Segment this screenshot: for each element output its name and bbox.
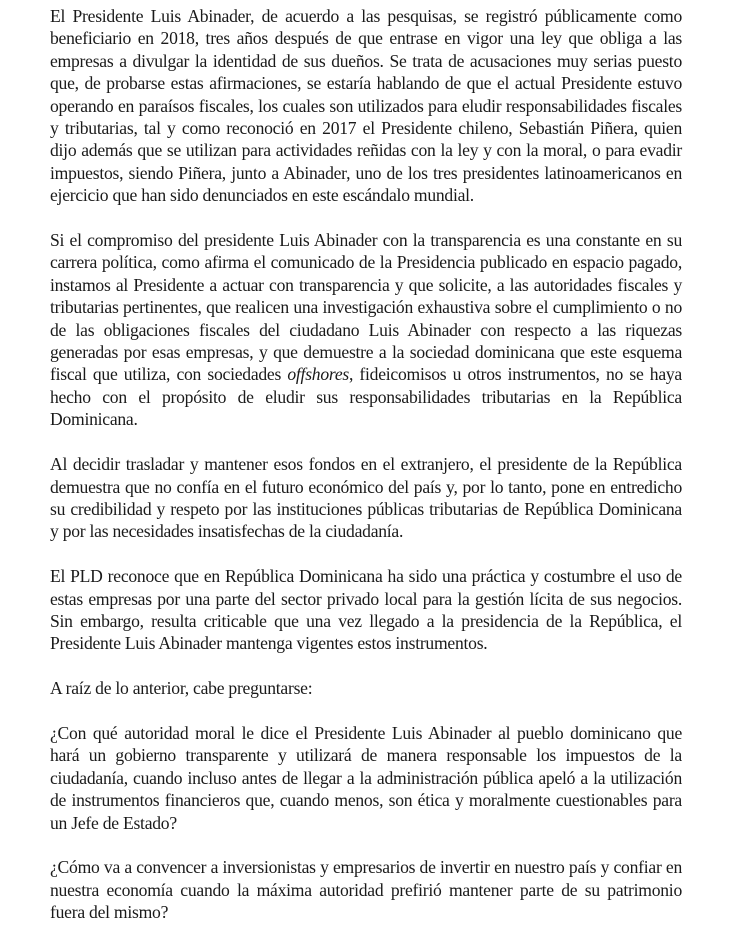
- paragraph-5: [50, 677, 682, 699]
- paragraph-2-italic-term: offshores: [287, 364, 349, 385]
- document-page: [50, 5, 682, 946]
- paragraph-2-text-b: , fideicomisos u otros instrumentos, no se haya hecho con el propósito de eludir sus responsabilidades tributarias en la República Dominicana.: [50, 364, 682, 430]
- paragraph-2: [50, 229, 682, 431]
- paragraph-1-text: El Presidente Luis Abinader, de acuerdo a las pesquisas, se registró públicamente como beneficiario en 2018, tres años después de que entrase en vigor una ley que obliga a las empresas a divulgar la identidad de sus dueños. Se trata de acusaciones muy serias puesto que, de probarse estas afirmaciones, se estaría hablando de que el actual Presidente estuvo operando en paraísos fiscales, los cuales son utilizados para eludir responsabilidades fiscales y tributarias, tal y como reconoció en 2017 el Presidente chileno, Sebastián Piñera, quien dijo además que se utilizan para actividades reñidas con la ley y con la moral, o para evadir impuestos, siendo Piñera, junto a Abinader, uno de los tres presidentes latinoamericanos en ejercicio que han sido denunciados en este escándalo mundial.: [50, 6, 682, 206]
- paragraph-4-text: El PLD reconoce que en República Dominicana ha sido una práctica y costumbre el uso de estas empresas por una parte del sector privado local para la gestión lícita de sus negocios. Sin embargo, resulta criticable que una vez llegado a la presidencia de la República, el Presidente Luis Abinader mantenga vigentes estos instrumentos.: [50, 566, 682, 654]
- paragraph-2-text-a: Si el compromiso del presidente Luis Abinader con la transparencia es una constante en su carrera política, como afirma el comunicado de la Presidencia publicado en espacio pagado, instamos al Presidente a actuar con transparencia y que solicite, a las autoridades fiscales y tributarias pertinentes, que realicen una investigación exhaustiva sobre el cumplimiento o no de las obligaciones fiscales del ciudadano Luis Abinader con respecto a las riquezas generadas por esas empresas, y que demuestre a la sociedad dominicana que este esquema fiscal que utiliza, con sociedades: [50, 230, 682, 385]
- paragraph-3: [50, 453, 682, 543]
- paragraph-6-question: [50, 722, 682, 834]
- paragraph-4: [50, 565, 682, 655]
- paragraph-3-text: Al decidir trasladar y mantener esos fondos en el extranjero, el presidente de la República demuestra que no confía en el futuro económico del país y, por lo tanto, pone en entredicho su credibilidad y respeto por las instituciones públicas tributarias de República Dominicana y por las necesidades insatisfechas de la ciudadanía.: [50, 454, 682, 542]
- paragraph-6-text: ¿Con qué autoridad moral le dice el Presidente Luis Abinader al pueblo dominicano que hará un gobierno transparente y utilizará de manera responsable los impuestos de la ciudadanía, cuando incluso antes de llegar a la administración pública apeló a la utilización de instrumentos financieros que, cuando menos, son ética y moralmente cuestionables para un Jefe de Estado?: [50, 722, 682, 833]
- paragraph-7-question: [50, 856, 682, 923]
- paragraph-1: [50, 5, 682, 207]
- paragraph-5-text: A raíz de lo anterior, cabe preguntarse:: [50, 678, 313, 699]
- paragraph-7-text: ¿Cómo va a convencer a inversionistas y empresarios de invertir en nuestro país y confiar en nuestra economía cuando la máxima autoridad prefirió mantener parte de su patrimonio fuera del mismo?: [50, 857, 682, 923]
